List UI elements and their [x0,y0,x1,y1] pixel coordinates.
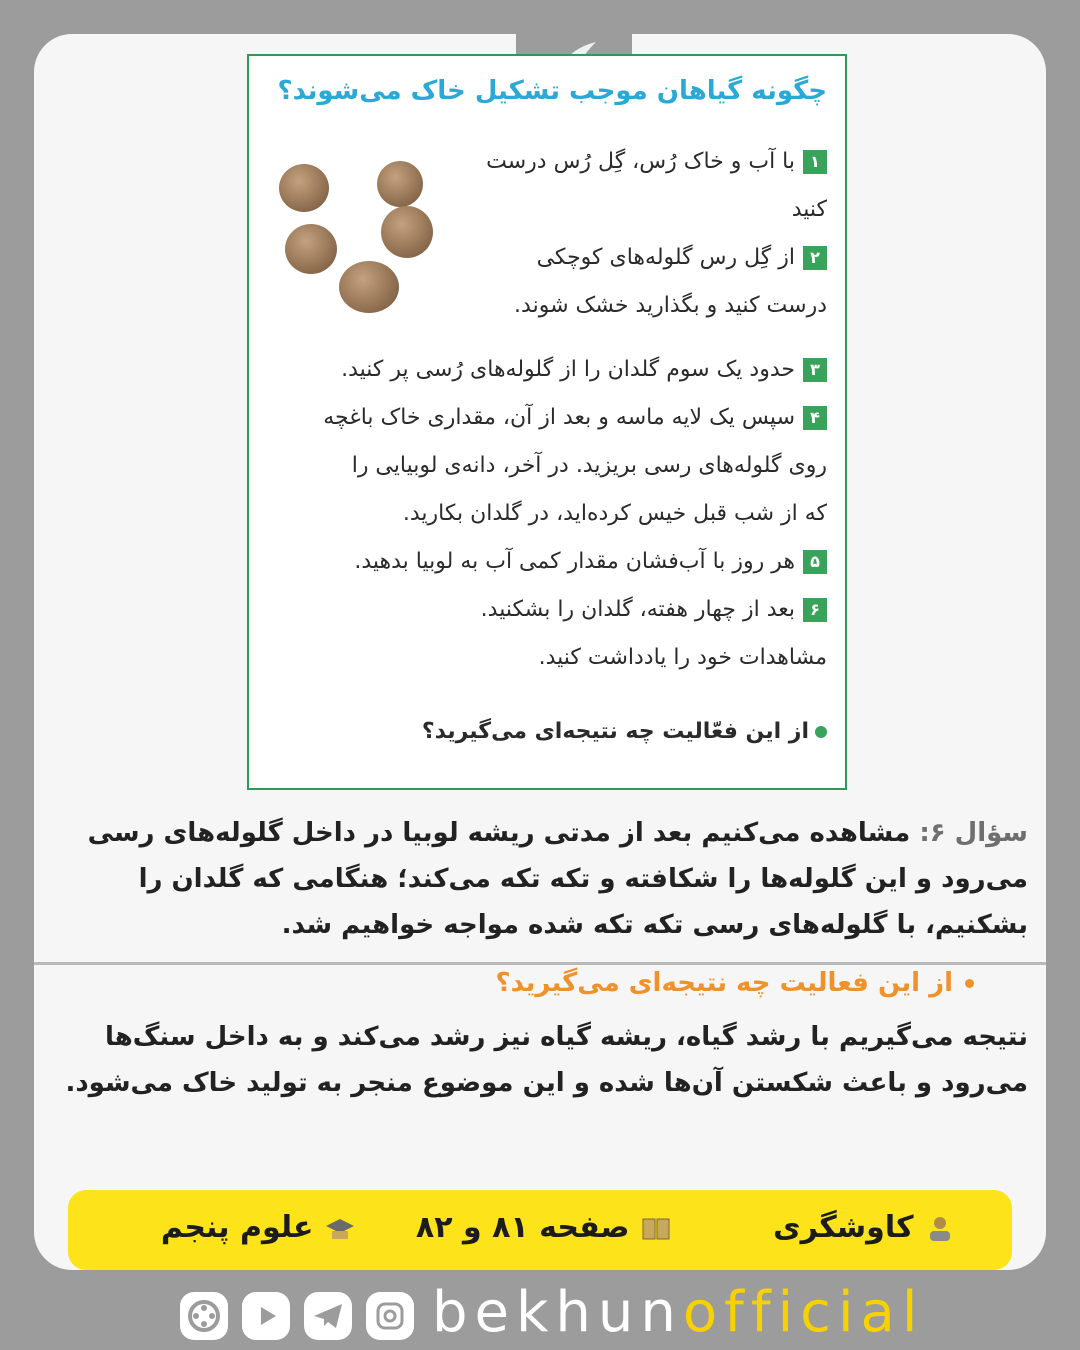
step-number: ۳ [803,358,827,382]
aparat-icon[interactable] [180,1292,228,1340]
graduation-cap-icon [324,1213,356,1245]
answer-text: مشاهده می‌کنیم بعد از مدتی ریشه لوبیا در داخل گلوله‌های رسی می‌رود و این گلوله‌ها را شکافته و تکه تکه می‌کند؛ هنگامی که گلدان را بشکنیم، با گلوله‌های رسی تکه تکه شده مواجه خواهیم شد. [87,818,1028,940]
book-title: چگونه گیاهان موجب تشکیل خاک می‌شوند؟ [277,76,827,106]
brand-name [432,1280,924,1345]
step-text: درست کنید و بگذارید خشک شوند. [514,293,827,318]
step-text: مشاهدات خود را یادداشت کنید. [538,645,827,670]
telegram-icon[interactable] [304,1292,352,1340]
teacher-icon [924,1213,956,1245]
step-text: کنید [791,197,827,222]
bullet-question-text: از این فعّالیت چه نتیجه‌ای می‌گیرید؟ [421,719,809,744]
step-text: که از شب قبل خیس کرده‌اید، در گلدان بکارید. [402,501,827,526]
step-6 [481,586,827,682]
footer-subject-label: علوم پنجم [160,1210,314,1245]
step-text: از گِل رس گلوله‌های کوچکی [536,245,795,270]
footer-subject [161,1210,356,1245]
footer-bar [68,1190,1012,1270]
result-answer: نتیجه می‌گیریم با رشد گیاه، ریشه گیاه نیز رشد می‌کند و به داخل سنگ‌ها می‌رود و باعث شکستن آن‌ها شده و این موضوع منجر به تولید خاک می‌شود. [65,1022,1028,1098]
bullet-icon [965,979,974,988]
footer-section [773,1210,956,1245]
step-text: سپس یک لایه ماسه و بعد از آن، مقداری خاک باغچه [323,405,795,430]
step-number: ۱ [803,150,827,174]
step-3 [341,346,827,394]
step-2 [437,234,827,330]
footer-pages-label: صفحه ۸۱ و ۸۲ [415,1210,630,1245]
step-text: با آب و خاک رُس، گِل رُس درست [486,149,795,174]
book-icon [640,1213,672,1245]
step-4 [323,394,827,538]
textbook-excerpt [247,54,847,790]
result-question-text: از این فعالیت چه نتیجه‌ای می‌گیرید؟ [495,968,953,998]
divider [34,962,1046,965]
step-number: ۲ [803,246,827,270]
step-5 [354,538,827,586]
step-text: بعد از چهار هفته، گلدان را بشکنید. [480,597,795,622]
instagram-icon[interactable] [366,1292,414,1340]
footer-pages [416,1210,672,1245]
step-number: ۶ [803,598,827,622]
brand-footer [180,1280,925,1348]
step-number: ۵ [803,550,827,574]
brand-part-1: bekhun [432,1280,683,1345]
bullet-icon [815,726,827,738]
step-text: روی گلوله‌های رسی بریزید. در آخر، دانه‌ی لوبیایی را [351,453,827,478]
brand-part-2: official [682,1280,925,1345]
step-text: هر روز با آب‌فشان مقدار کمی آب به لوبیا بدهید. [354,549,795,574]
answer-question-6 [48,810,1028,948]
bullet-question [422,708,827,756]
result-question [496,968,975,998]
step-1 [447,138,827,234]
question-label: سؤال ۶: [919,818,1028,848]
youtube-icon[interactable] [242,1292,290,1340]
step-number: ۴ [803,406,827,430]
footer-section-label: کاوشگری [773,1210,914,1245]
step-text: حدود یک سوم گلدان را از گلوله‌های رُسی پر کنید. [341,357,795,382]
